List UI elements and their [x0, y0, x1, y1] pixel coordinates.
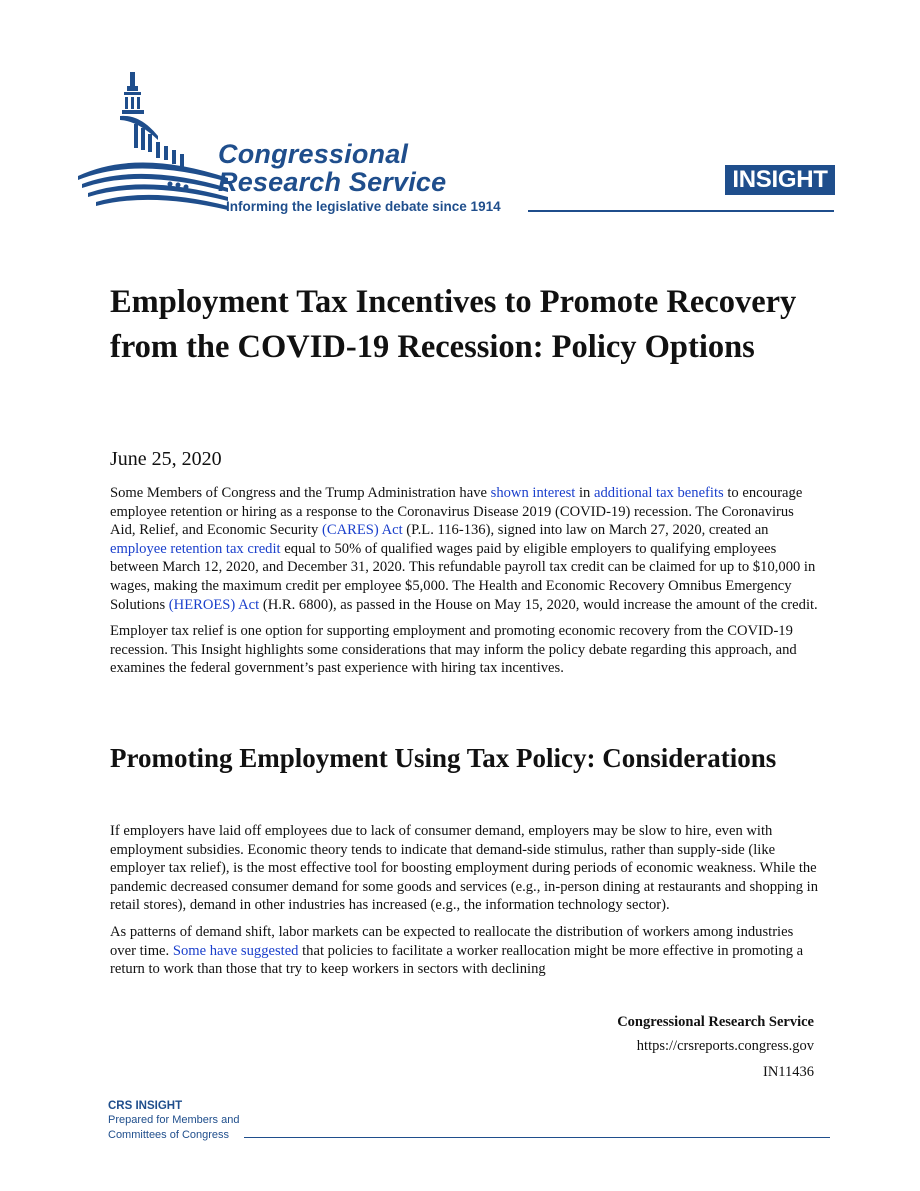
page-title: Employment Tax Incentives to Promote Recovery from the COVID-19 Recession: Policy Options [110, 284, 797, 365]
crs-insight-footer [108, 1100, 239, 1143]
text-run: Some Members of Congress and the Trump Administration have [110, 485, 491, 501]
heroes-act-link[interactable]: (HEROES) Act [168, 596, 260, 613]
text-run: (P.L. 116-136), signed into law on March 27, 2020, created an [402, 522, 769, 539]
section-paragraph-2 [110, 923, 820, 979]
considerations-section [110, 822, 820, 987]
footer-sub-1: Prepared for Members and [108, 1114, 240, 1126]
publication-date: June 25, 2020 [110, 448, 222, 470]
some-have-suggested-link[interactable]: Some have suggested [172, 942, 299, 959]
text-run: to encourage employee retention or hiring as a response to the Coronavirus Disease 2019 (COVID-19) recession. The Coronavirus Aid, Relief, and Economic Security [110, 485, 803, 539]
org-name-line2: Research Service [218, 167, 447, 197]
footer-sub-2: Committees of Congress [108, 1129, 230, 1141]
cares-act-link[interactable]: (CARES) Act [321, 522, 403, 539]
tagline: Informing the legislative debate since 1914 [226, 199, 501, 214]
footer-label: CRS INSIGHT [108, 1100, 183, 1112]
shown-interest-link[interactable]: shown interest [490, 485, 576, 501]
insight-badge: INSIGHT [725, 165, 835, 195]
employee-retention-tax-credit-link[interactable]: employee retention tax credit [110, 540, 281, 557]
intro-section [110, 484, 820, 686]
report-number: IN11436 [762, 1064, 814, 1080]
additional-tax-benefits-link[interactable]: additional tax benefits [594, 485, 724, 501]
header-rule [528, 210, 834, 212]
org-name-line1: Congressional [218, 139, 409, 169]
intro-paragraph-1 [110, 484, 820, 614]
text-run: (H.R. 6800), as passed in the House on May 15, 2020, would increase the amount of the credit. [259, 596, 818, 613]
footer-rule [244, 1137, 830, 1138]
capitol-dome-icon [78, 66, 228, 216]
text-run: that policies to facilitate a worker reallocation might be more effective in promoting a return to work than those that try to keep workers in sectors with declining [110, 942, 804, 978]
section-heading: Promoting Employment Using Tax Policy: Considerations [110, 743, 777, 773]
text-run: As patterns of demand shift, labor markets can be expected to reallocate the distribution of workers among industries over time. [110, 923, 794, 959]
footer-url: https://crsreports.congress.gov [636, 1038, 814, 1054]
org-wordmark [218, 140, 446, 196]
section-paragraph-1: If employers have laid off employees due to lack of consumer demand, employers may be slow to hire, even with employment subsidies. Economic theory tends to indicate that demand-side stimulus, rather than supply-side (like employer tax relief), is the most effective tool for boosting employment during periods of economic weakness. While the pandemic decreased consumer demand for some goods and services (e.g., in-person dining at restaurants and shopping in retail stores), demand in other industries has increased (e.g., the information technology sector). [110, 823, 818, 914]
text-run: in [575, 485, 595, 501]
intro-paragraph-2: Employer tax relief is one option for supporting employment and promoting economic recovery from the COVID-19 recession. This Insight highlights some considerations that may inform the policy debate regarding this approach, and examines the federal government’s past experience with hiring tax incentives. [110, 623, 797, 677]
text-run: equal to 50% of qualified wages paid by eligible employers to qualifying employees between March 12, 2020, and December 31, 2020. This refundable payroll tax credit can be claimed for up to $10,000 in wages, making the maximum credit per employee $5,000. The Health and Economic Recovery Omnibus Emergency Solutions [110, 540, 816, 613]
footer-org: Congressional Research Service [617, 1014, 814, 1030]
